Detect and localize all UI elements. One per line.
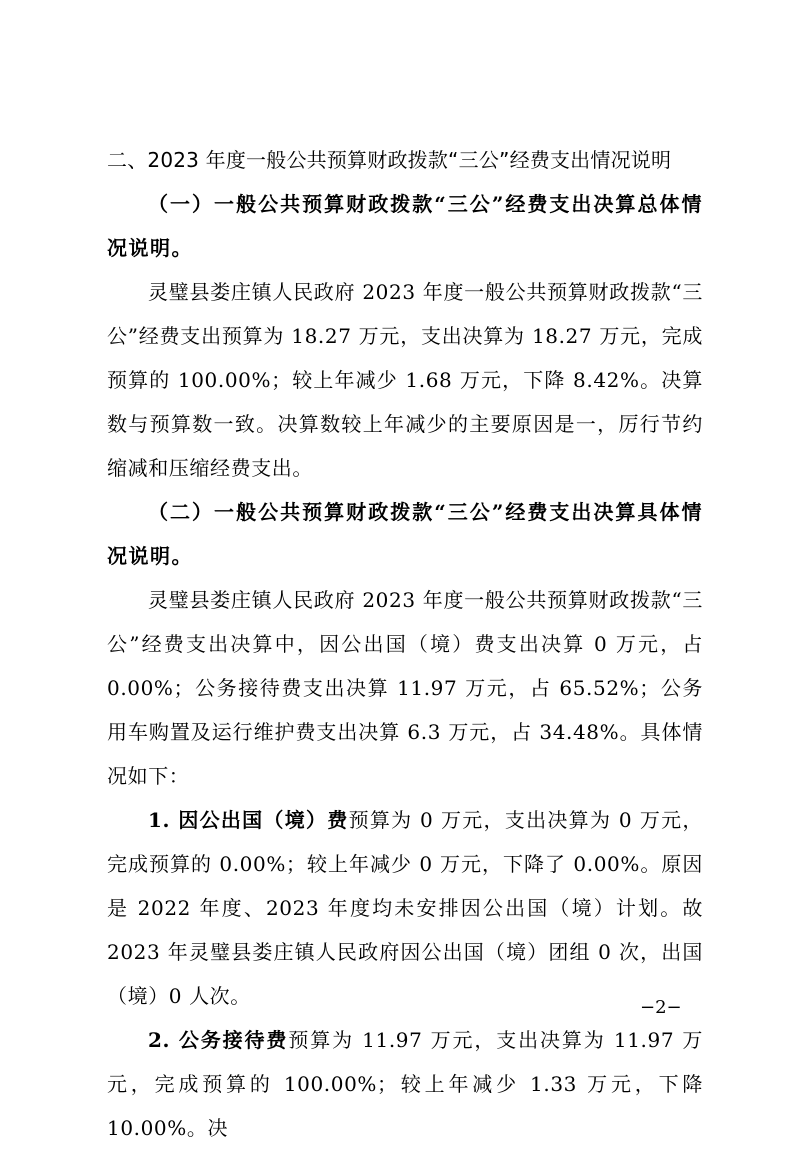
item-1-paragraph	[107, 798, 703, 1018]
subsection-2-heading: （二）一般公共预算财政拨款“三公”经费支出决算具体情况说明。	[107, 500, 703, 568]
page-number: −2−	[640, 997, 682, 1018]
item-2-title: 2. 公务接待费	[148, 1028, 289, 1052]
subsection-1-paragraph: 灵璧县娄庄镇人民政府 2023 年度一般公共预算财政拨款“三公”经费支出预算为 18.27 万元，支出决算为 18.27 万元，完成预算的 100.00%；较上年减少 1.68 万元，下降 8.42%。决算数与预算数一致。决算数较上年减少的主要原因是一，厉行节约缩减和压缩经费支出。	[107, 280, 703, 480]
subsection-2-paragraph: 灵璧县娄庄镇人民政府 2023 年度一般公共预算财政拨款“三公”经费支出决算中，因公出国（境）费支出决算 0 万元，占 0.00%；公务接待费支出决算 11.97 万元，占 65.52%；公务用车购置及运行维护费支出决算 6.3 万元，占 34.48%。具体情况如下：	[107, 588, 703, 788]
section-heading: 二、2023 年度一般公共预算财政拨款“三公”经费支出情况说明	[107, 148, 672, 172]
item-2-paragraph	[107, 1018, 703, 1150]
item-2-text: 预算为 11.97 万元，支出决算为 11.97 万元，完成预算的 100.00%；较上年减少 1.33 万元，下降 10.00%。决	[107, 1028, 703, 1140]
item-1-title: 1. 因公出国（境）费	[148, 808, 349, 832]
document-body	[107, 138, 703, 1150]
item-1-text: 预算为 0 万元，支出决算为 0 万元，完成预算的 0.00%；较上年减少 0 万元，下降了 0.00%。原因是 2022 年度、2023 年度均未安排因公出国（境）计划。故 2023 年灵璧县娄庄镇人民政府因公出国（境）团组 0 次，出国（境）0 人次。	[107, 808, 703, 1008]
subsection-1-heading: （一）一般公共预算财政拨款“三公”经费支出决算总体情况说明。	[107, 192, 703, 260]
